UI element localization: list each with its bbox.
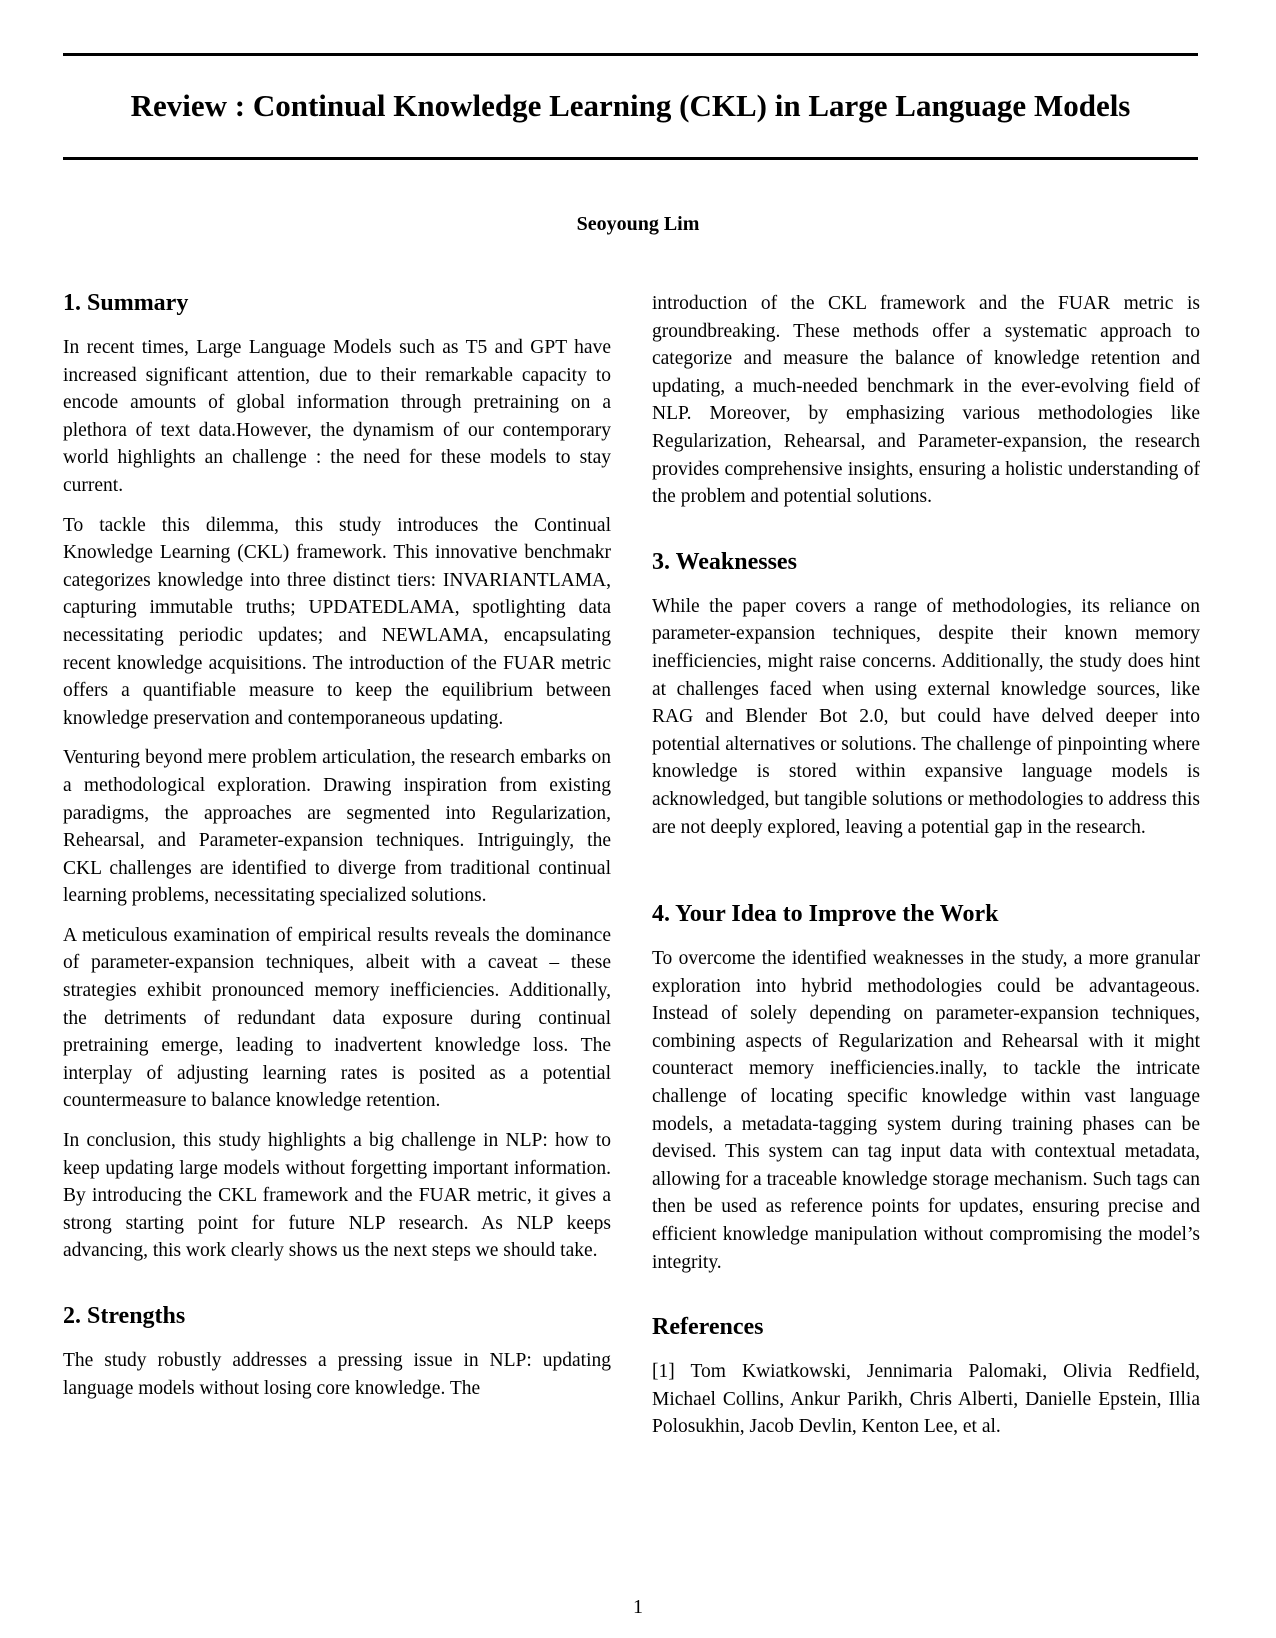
summary-heading: 1. Summary <box>63 290 189 316</box>
strengths-paragraph-continued: introduction of the CKL framework and the FUAR metric is groundbreaking. These methods offer a systematic approach to categorize and measure the balance of knowledge retention and updating, a much-needed benchmark in the ever-evolving field of NLP. Moreover, by emphasizing various methodologies like Regularization, Rehearsal, and Parameter-expansion, the research provides comprehensive insights, ensuring a holistic understanding of the problem and potential solutions. <box>652 293 1200 508</box>
summary-paragraph: Venturing beyond mere problem articulation, the research embarks on a methodological exploration. Drawing inspiration from existing paradigms, the approaches are segmented into Regularization, Rehearsal, and Parameter-expansion techniques. Intriguingly, the CKL challenges are identified to diverge from traditional continual learning problems, necessitating specialized solutions. <box>63 747 611 907</box>
top-rule <box>63 53 1198 56</box>
summary-paragraph: In conclusion, this study highlights a big challenge in NLP: how to keep updating large models without forgetting important information. By introducing the CKL framework and the FUAR metric, it gives a strong starting point for future NLP research. As NLP keeps advancing, this work clearly shows us the next steps we should take. <box>63 1130 611 1262</box>
page-number: 1 <box>633 1596 643 1618</box>
title-bottom-rule <box>63 157 1198 160</box>
weaknesses-paragraph: While the paper covers a range of methodologies, its reliance on parameter-expansion techniques, despite their known memory inefficiencies, might raise concerns. Additionally, the study does hint at challenges faced when using external knowledge sources, like RAG and Blender Bot 2.0, but could have delved deeper into potential alternatives or solutions. The challenge of pinpointing where knowledge is stored within expansive language models is acknowledged, but tangible solutions or methodologies to address this are not deeply explored, leaving a potential gap in the research. <box>652 595 1200 838</box>
right-column <box>652 290 1200 1453</box>
summary-paragraph: In recent times, Large Language Models such as T5 and GPT have increased significant attention, due to their remarkable capacity to encode amounts of global information through pretraining on a plethora of text data.However, the dynamism of our contemporary world highlights an challenge : the need for these models to stay current. <box>63 337 611 496</box>
idea-paragraph: To overcome the identified weaknesses in the study, a more granular exploration into hybrid methodologies could be advantageous. Instead of solely depending on parameter-expansion techniques, combining aspects of Regularization and Rehearsal with it might counteract memory inefficiencies.inally, to tackle the intricate challenge of locating specific knowledge within vast language models, a metadata-tagging system during training phases can be devised. This system can tag input data with contextual metadata, allowing for a traceable knowledge storage mechanism. Such tags can then be used as reference points for updates, ensuring precise and efficient knowledge manipulation without compromising the model’s integrity. <box>652 948 1200 1273</box>
paper-title: Review : Continual Knowledge Learning (CKL) in Large Language Models <box>130 88 1131 123</box>
idea-heading: 4. Your Idea to Improve the Work <box>652 901 999 928</box>
author-name: Seoyoung Lim <box>576 213 700 235</box>
left-column <box>63 288 611 1414</box>
strengths-paragraph: The study robustly addresses a pressing issue in NLP: updating language models without losing core knowledge. The <box>63 1350 611 1399</box>
reference-item: [1] Tom Kwiatkowski, Jennimaria Palomaki, Olivia Redfield, Michael Collins, Ankur Parikh, Chris Alberti, Danielle Epstein, Illia Polosukhin, Jacob Devlin, Kenton Lee, et al. <box>652 1361 1200 1438</box>
references-heading: References <box>652 1314 764 1341</box>
summary-paragraph: To tackle this dilemma, this study introduces the Continual Knowledge Learning (CKL) framework. This innovative benchmakr categorizes knowledge into three distinct tiers: INVARIANTLAMA, capturing immutable truths; UPDATEDLAMA, spotlighting data necessitating periodic updates; and NEWLAMA, encapsulating recent knowledge acquisitions. The introduction of the FUAR metric offers a quantifiable measure to keep the equilibrium between knowledge preservation and contemporaneous updating. <box>63 514 611 729</box>
strengths-heading: 2. Strengths <box>63 1303 186 1329</box>
weaknesses-heading: 3. Weaknesses <box>652 548 797 575</box>
summary-paragraph: A meticulous examination of empirical results reveals the dominance of parameter-expansion techniques, albeit with a caveat – these strategies exhibit pronounced memory inefficiencies. Additionally, the detriments of redundant data exposure during continual pretraining emerge, leading to inadvertent knowledge loss. The interplay of adjusting learning rates is posited as a potential countermeasure to balance knowledge retention. <box>63 924 611 1112</box>
